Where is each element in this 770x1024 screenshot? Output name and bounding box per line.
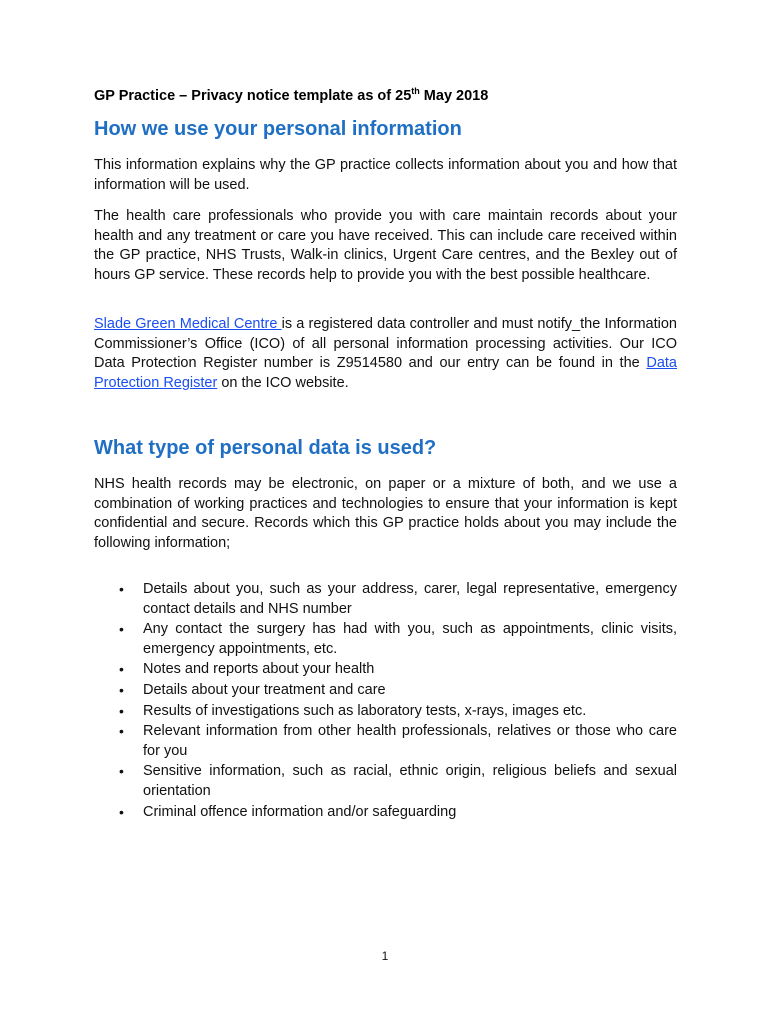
list-item-text: Details about you, such as your address, carer, legal representative, emergency contact details and NHS number [143,581,677,617]
list-item [94,803,677,823]
information-bullet-list [94,580,677,823]
bullet-icon: • [119,661,124,678]
list-item-text: Relevant information from other health professionals, relatives or those who care for you [143,723,677,759]
list-item [94,722,677,761]
controller-text: is a registered data controller and must notify_the Information Commissioner’s Office (ICO) of all personal information processing activities. Our ICO Data Protection Register number is Z9514580 and our entry can be found in the [94,316,677,372]
section-heading-personal-data-type: What type of personal data is used? [94,437,437,459]
controller-text-end: on the ICO website. [217,374,349,391]
bullet-icon: • [119,621,124,638]
list-item-text: Notes and reports about your health [143,661,375,678]
list-item [94,660,677,680]
records-paragraph: The health care professionals who provide you with care maintain records about your health and any treatment or care you have received. This can include care received within the GP practice, NHS Trusts, Walk-in clinics, Urgent Care centres, and the Bexley out of hours GP service. These records help to provide you with the best possible healthcare. [94,208,677,283]
list-item [94,702,677,722]
bullet-icon: • [119,723,124,740]
list-item [94,681,677,701]
title-superscript: th [411,86,420,97]
title-after: May 2018 [419,88,489,104]
title-before: GP Practice – Privacy notice template as of 25 [94,88,412,104]
list-item-text: Any contact the surgery has had with you, such as appointments, clinic visits, emergency appointments, etc. [143,621,677,657]
page-number: 1 [381,949,389,963]
list-item-text: Sensitive information, such as racial, ethnic origin, religious beliefs and sexual orientation [143,763,677,799]
list-item [94,620,677,659]
bullet-icon: • [119,702,124,719]
intro-paragraph: This information explains why the GP practice collects information about you and how that information will be used. [94,157,677,193]
list-item-text: Criminal offence information and/or safeguarding [143,803,457,820]
list-item-text: Details about your treatment and care [143,681,386,698]
section-heading-personal-information: How we use your personal information [94,118,462,140]
bullet-icon: • [119,681,124,698]
bullet-icon: • [119,803,124,820]
records-types-paragraph: NHS health records may be electronic, on paper or a mixture of both, and we use a combination of working practices and technologies to ensure that your information is kept confidential and secure. Records which this GP practice holds about you may include the following information; [94,476,677,551]
bullet-icon: • [119,763,124,780]
practice-name-link[interactable]: Slade Green Medical Centre [94,316,282,332]
list-item [94,580,677,619]
document-title [94,88,488,104]
list-item [94,762,677,801]
bullet-icon: • [119,581,124,597]
data-controller-paragraph [94,315,677,393]
data-protection-register-link[interactable]: Data Protection Register [94,355,677,391]
list-item-text: Results of investigations such as laboratory tests, x-rays, images etc. [143,702,587,719]
